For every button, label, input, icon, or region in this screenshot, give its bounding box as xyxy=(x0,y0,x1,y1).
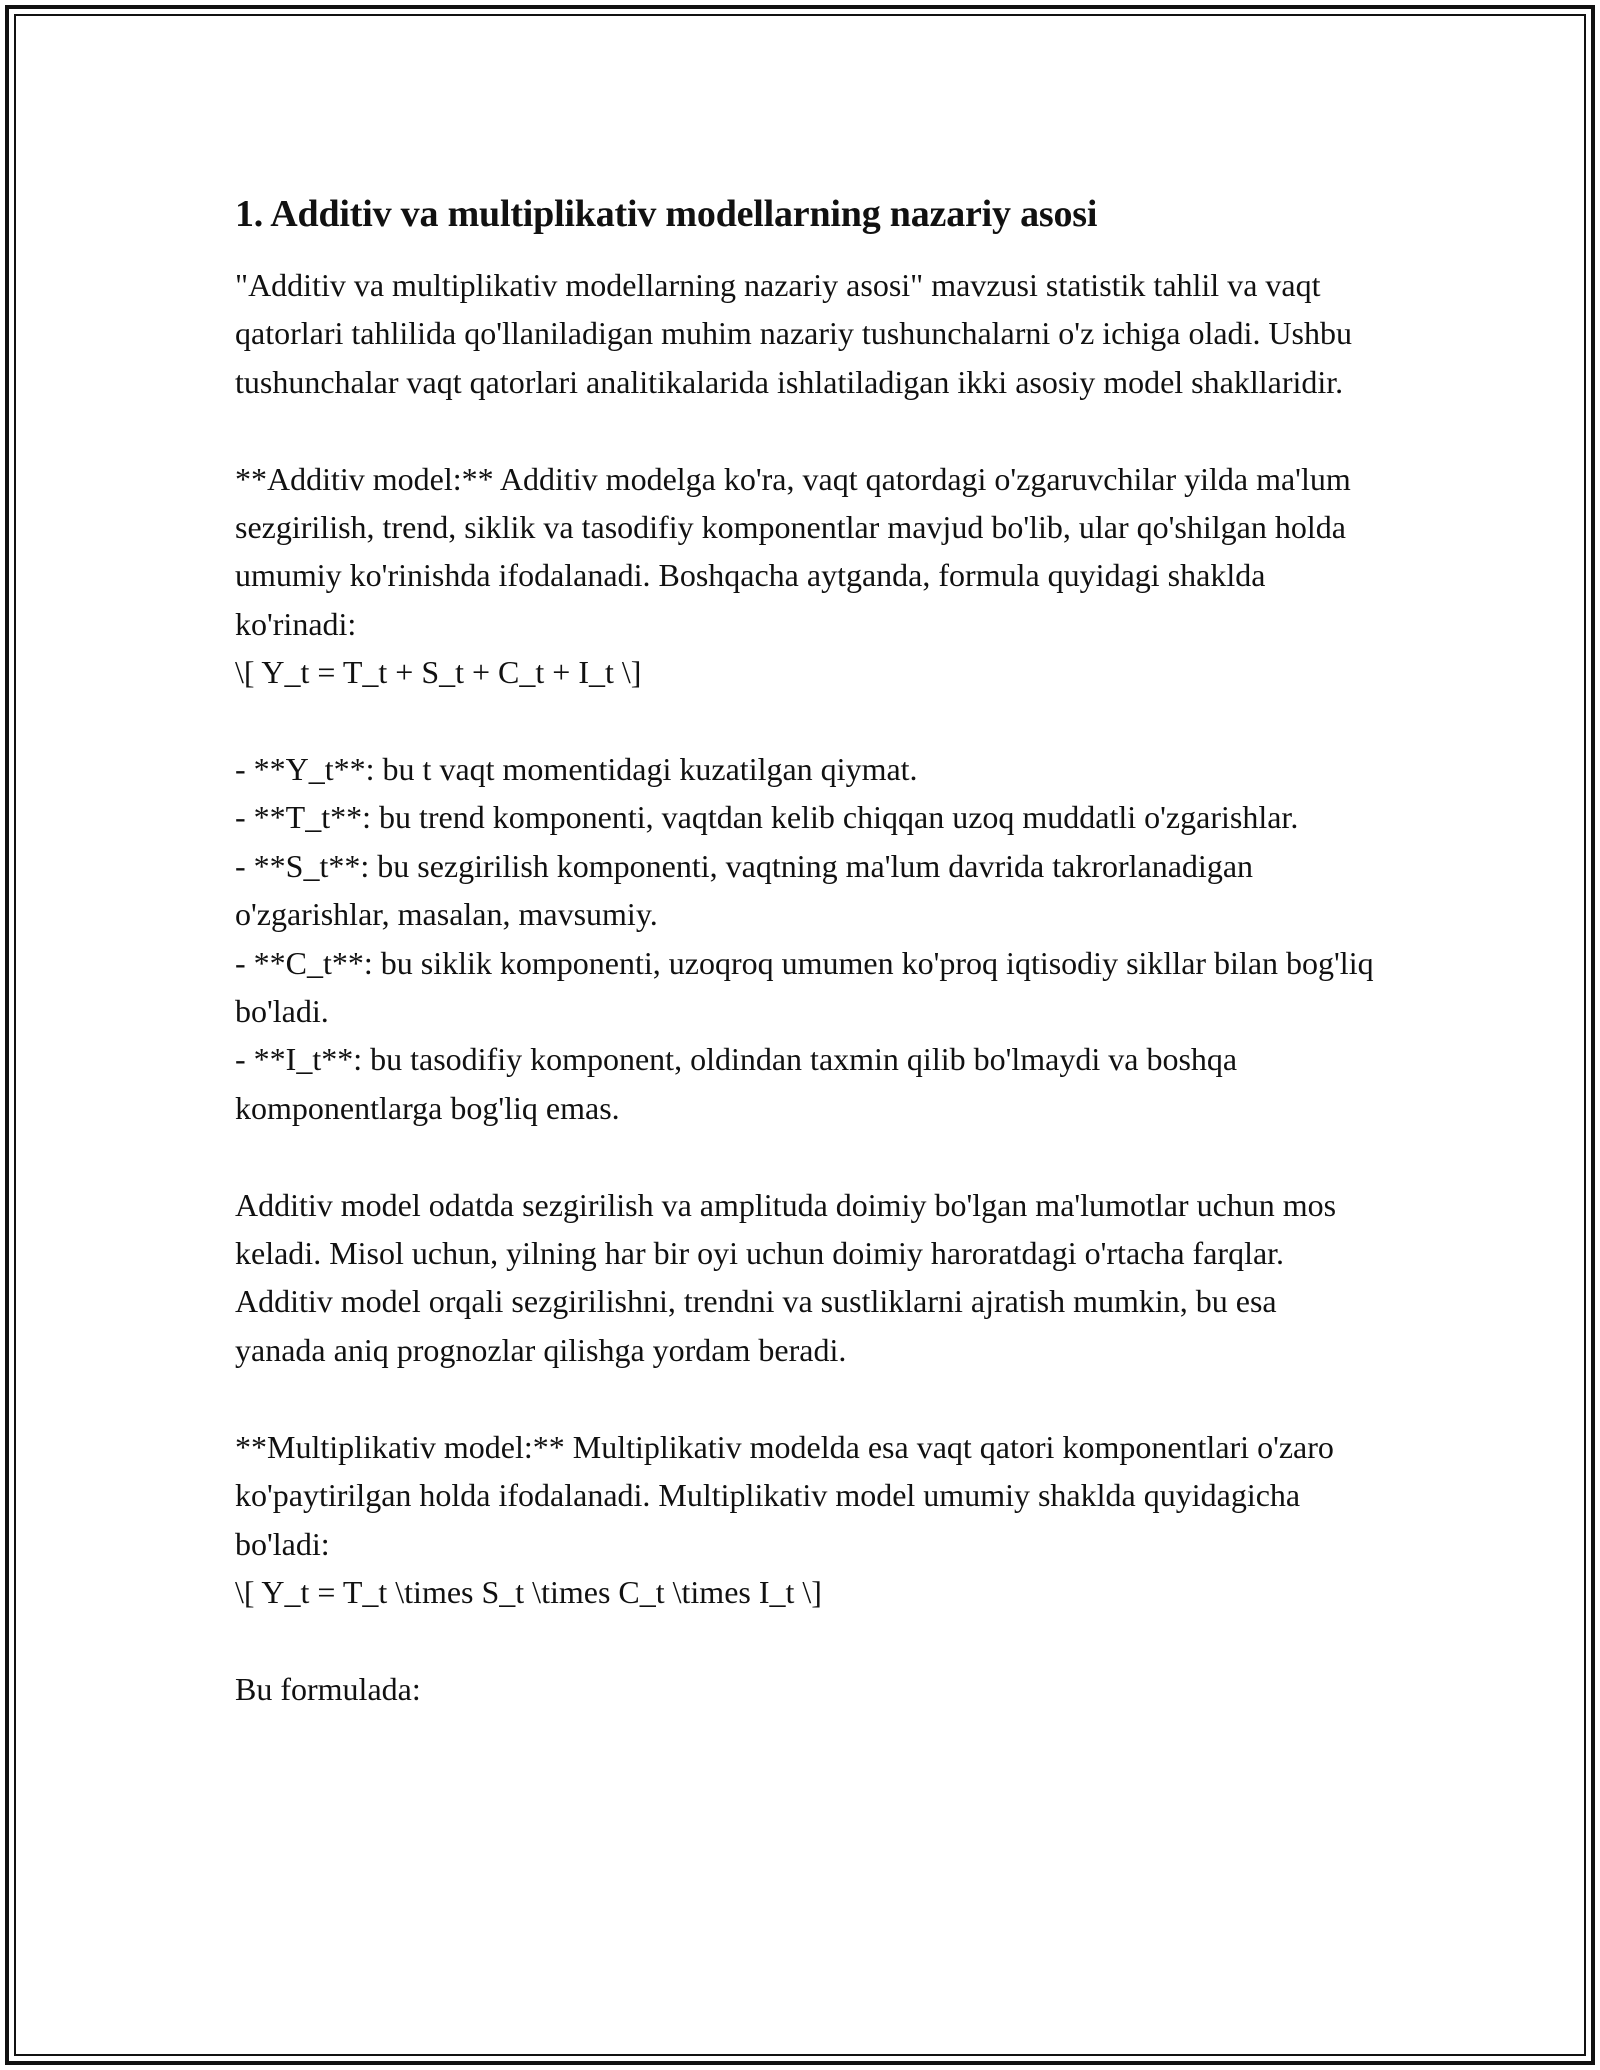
additive-usage-paragraph: Additiv model odatda sezgirilish va amplituda doimiy bo'lgan ma'lumotlar uchun mos keladi. Misol uchun, yilning har bir oyi uchun doimiy haroratdagi o'rtacha farqlar. Additiv model orqali sezgirilishni, trendni va sustliklarni ajratish mumkin, bu esa yanada aniq prognozlar qilishga yordam beradi. xyxy=(235,1186,1345,1368)
intro-paragraph: "Additiv va multiplikativ modellarning nazariy asosi" mavzusi statistik tahlil va vaqt qatorlari tahlilida qo'llaniladigan muhim nazariy tushunchalarni o'z ichiga oladi. Ushbu tushunchalar vaqt qatorlari analitikalarida ishlatiladigan ikki asosiy model shakllaridir. xyxy=(235,267,1360,400)
closing-line: Bu formulada: xyxy=(235,1670,421,1707)
component-item-s: - **S_t**: bu sezgirilish komponenti, vaqtning ma'lum davrida takrorlanadigan o'zgarishlar, masalan, mavsumiy. xyxy=(235,847,1262,933)
paragraph-gap xyxy=(235,697,1375,745)
additive-model-paragraph: **Additiv model:** Additiv modelga ko'ra, vaqt qatordagi o'zgaruvchilar yilda ma'lum sezgirilish, trend, siklik va tasodifiy komponentlar mavjud bo'lib, ular qo'shilgan holda umumiy ko'rinishda ifodalanadi. Boshqacha aytganda, formula quyidagi shaklda ko'rinadi: xyxy=(235,460,1359,642)
component-item-i: - **I_t**: bu tasodifiy komponent, oldindan taxmin qilib bo'lmaydi va boshqa komponentlarga bog'liq emas. xyxy=(235,1041,1246,1126)
paragraph-gap xyxy=(235,1132,1375,1180)
component-item-y: - **Y_t**: bu t vaqt momentidagi kuzatilgan qiymat. xyxy=(235,751,918,788)
paragraph-gap xyxy=(235,406,1375,454)
multiplicative-model-paragraph: **Multiplikativ model:** Multiplikativ modelda esa vaqt qatori komponentlari o'zaro ko'paytirilgan holda ifodalanadi. Multiplikativ model umumiy shaklda quyidagicha bo'ladi: xyxy=(235,1428,1342,1562)
paragraph-gap xyxy=(235,1374,1375,1422)
paragraph-gap xyxy=(235,1616,1375,1664)
section-heading: 1. Additiv va multiplikativ modellarning nazariy asosi xyxy=(235,193,1098,235)
component-item-c: - **C_t**: bu siklik komponenti, uzoqroq umumen ko'proq iqtisodiy sikllar bilan bog'liq bo'ladi. xyxy=(235,944,1382,1030)
multiplicative-formula: \[ Y_t = T_t \times S_t \times C_t \times I_t \] xyxy=(235,1573,822,1610)
document-body xyxy=(235,185,1382,1713)
additive-formula: \[ Y_t = T_t + S_t + C_t + I_t \] xyxy=(235,654,642,691)
component-item-t: - **T_t**: bu trend komponenti, vaqtdan kelib chiqqan uzoq muddatli o'zgarishlar. xyxy=(235,799,1299,836)
